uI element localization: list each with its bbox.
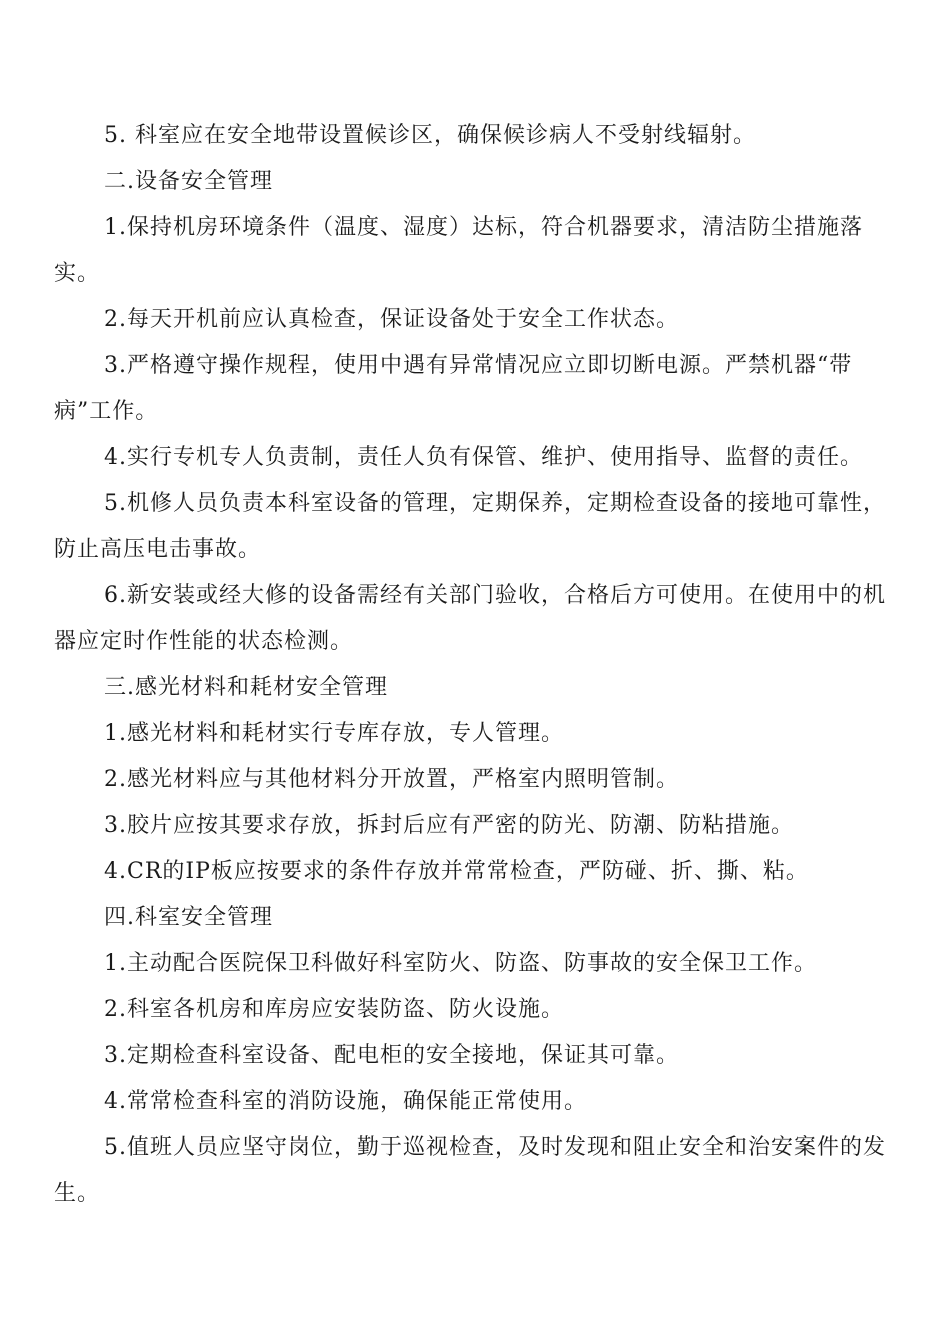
paragraph-dedicated-storage: 1.感光材料和耗材实行专库存放，专人管理。: [104, 721, 564, 746]
section-heading-materials-safety: 三.感光材料和耗材安全管理: [104, 675, 388, 700]
paragraph-operating-rules: 3.严格遵守操作规程，使用中遇有异常情况应立即切断电源。严禁机器“带病”工作。: [54, 353, 853, 424]
paragraph-duty-staff: 5.值班人员应坚守岗位，勤于巡视检查，及时发现和阻止安全和治安案件的发生。: [54, 1135, 886, 1206]
section-heading-department-safety: 四.科室安全管理: [104, 905, 273, 930]
paragraph-new-equipment-acceptance: 6.新安装或经大修的设备需经有关部门验收，合格后方可使用。在使用中的机器应定时作性能的状态检测。: [54, 583, 886, 654]
paragraph-dedicated-responsibility: 4.实行专机专人负责制，责任人负有保管、维护、使用指导、监督的责任。: [104, 445, 863, 470]
paragraph-fire-facilities: 4.常常检查科室的消防设施，确保能正常使用。: [104, 1089, 587, 1114]
section-heading-equipment-safety: 二.设备安全管理: [104, 169, 273, 194]
paragraph-security-cooperation: 1.主动配合医院保卫科做好科室防火、防盗、防事故的安全保卫工作。: [104, 951, 817, 976]
paragraph-anti-theft-facilities: 2.科室各机房和库房应安装防盗、防火设施。: [104, 997, 564, 1022]
paragraph-waiting-area: 5. 科室应在安全地带设置候诊区，确保候诊病人不受射线辐射。: [104, 123, 756, 148]
paragraph-daily-check: 2.每天开机前应认真检查，保证设备处于安全工作状态。: [104, 307, 679, 332]
paragraph-machine-room-environment: 1.保持机房环境条件（温度、湿度）达标，符合机器要求，清洁防尘措施落实。: [54, 215, 863, 286]
paragraph-film-storage: 3.胶片应按其要求存放，拆封后应有严密的防光、防潮、防粘措施。: [104, 813, 794, 838]
paragraph-cr-ip-plate: 4.CR的IP板应按要求的条件存放并常常检查，严防碰、折、撕、粘。: [104, 859, 809, 884]
paragraph-grounding-check: 3.定期检查科室设备、配电柜的安全接地，保证其可靠。: [104, 1043, 679, 1068]
paragraph-separate-placement: 2.感光材料应与其他材料分开放置，严格室内照明管制。: [104, 767, 679, 792]
paragraph-maintenance-staff: 5.机修人员负责本科室设备的管理，定期保养，定期检查设备的接地可靠性，防止高压电击事故。: [54, 491, 886, 562]
